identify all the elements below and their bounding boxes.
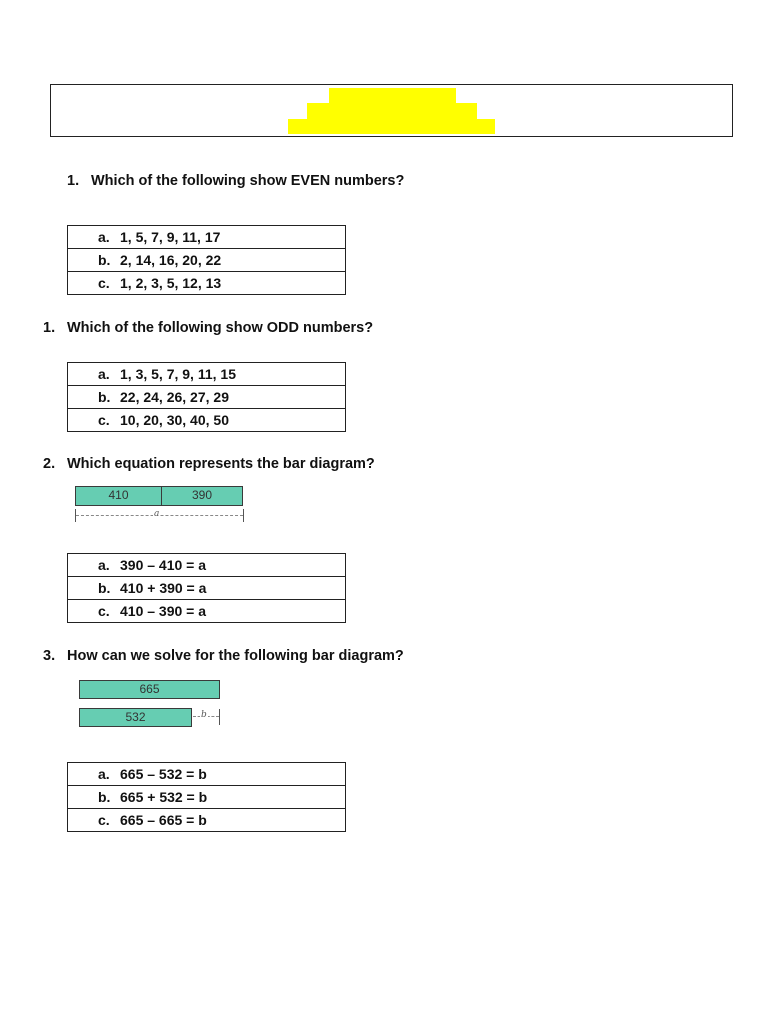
option-row[interactable] [68, 763, 346, 786]
option-row[interactable] [68, 409, 346, 432]
option-letter: c. [98, 275, 110, 291]
question-text: How can we solve for the following bar diagram? [67, 648, 404, 664]
question-even [67, 173, 404, 189]
redacted-title-block [307, 103, 477, 120]
option-letter: a. [98, 557, 110, 573]
total-variable-label: a [154, 509, 160, 519]
option-row[interactable] [68, 249, 346, 272]
bar-top: 665 [79, 680, 220, 699]
option-letter: b. [98, 580, 111, 596]
option-text: 665 – 665 = b [120, 812, 207, 828]
option-row[interactable] [68, 600, 346, 623]
option-letter: c. [98, 603, 110, 619]
option-letter: b. [98, 389, 111, 405]
option-letter: a. [98, 366, 110, 382]
option-text: 22, 24, 26, 27, 29 [120, 389, 229, 405]
options-table-equation [67, 553, 346, 623]
redacted-title-block [288, 119, 495, 134]
bar-segment-right: 390 [161, 486, 243, 506]
question-text: Which of the following show ODD numbers? [67, 320, 374, 336]
redacted-title-block [329, 88, 456, 104]
bar-segment-left: 410 [75, 486, 162, 506]
option-letter: c. [98, 412, 110, 428]
option-row[interactable] [68, 386, 346, 409]
option-row[interactable] [68, 577, 346, 600]
option-text: 2, 14, 16, 20, 22 [120, 252, 222, 268]
question-number: 1. [43, 320, 56, 336]
option-row[interactable] [68, 272, 346, 295]
option-row[interactable] [68, 809, 346, 832]
option-row[interactable] [68, 226, 346, 249]
option-text: 390 – 410 = a [120, 557, 207, 573]
option-row[interactable] [68, 786, 346, 809]
options-table-even [67, 225, 346, 295]
option-text: 410 – 390 = a [120, 603, 207, 619]
option-letter: b. [98, 252, 111, 268]
option-text: 665 + 532 = b [120, 789, 208, 805]
option-letter: b. [98, 789, 111, 805]
question-odd [43, 320, 373, 336]
option-text: 1, 3, 5, 7, 9, 11, 15 [120, 366, 236, 382]
bracket-tick-right [243, 509, 244, 522]
option-letter: a. [98, 766, 110, 782]
difference-tick [219, 709, 220, 725]
question-text: Which equation represents the bar diagram? [67, 456, 375, 472]
question-number: 1. [67, 173, 80, 189]
option-row[interactable] [68, 363, 346, 386]
bar-bottom: 532 [79, 708, 192, 727]
question-solve [43, 648, 404, 664]
option-text: 410 + 390 = a [120, 580, 207, 596]
option-text: 1, 2, 3, 5, 12, 13 [120, 275, 222, 291]
options-table-odd [67, 362, 346, 432]
option-text: 1, 5, 7, 9, 11, 17 [120, 229, 221, 245]
option-letter: c. [98, 812, 110, 828]
options-table-solve [67, 762, 346, 832]
question-number: 3. [43, 648, 56, 664]
question-equation [43, 456, 375, 472]
question-number: 2. [43, 456, 56, 472]
question-text: Which of the following show EVEN numbers? [91, 173, 405, 189]
option-text: 10, 20, 30, 40, 50 [120, 412, 229, 428]
option-row[interactable] [68, 554, 346, 577]
difference-variable-label: b [201, 710, 207, 720]
option-letter: a. [98, 229, 110, 245]
option-text: 665 – 532 = b [120, 766, 207, 782]
